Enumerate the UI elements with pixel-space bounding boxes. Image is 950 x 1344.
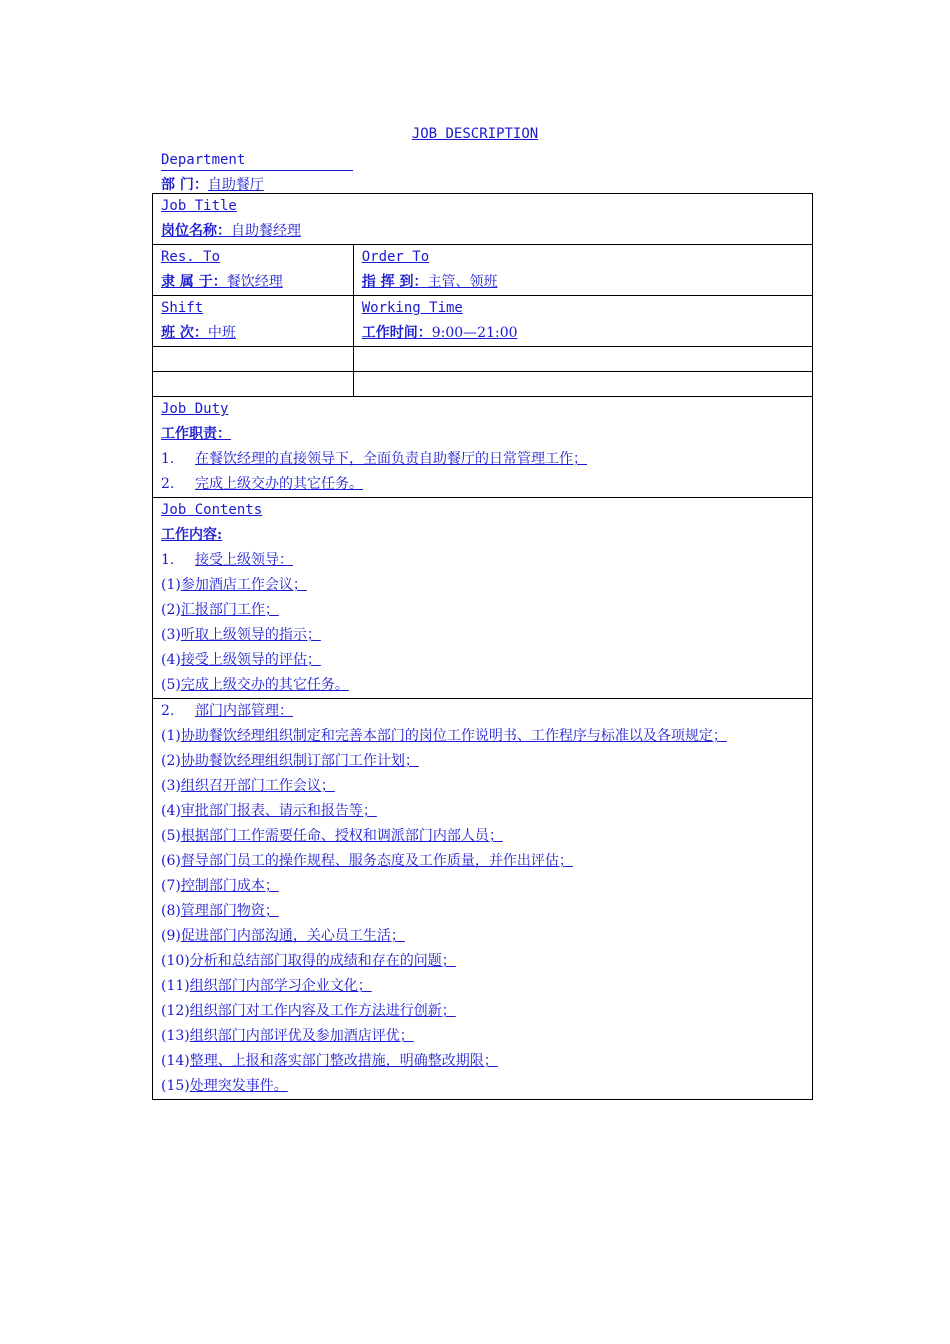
- list-item: [161, 924, 804, 949]
- list-item-number: (1): [161, 728, 181, 744]
- list-item-text: 汇报部门工作；: [180, 602, 279, 618]
- list-item: [161, 824, 804, 849]
- job-contents-2-cell: [153, 699, 813, 1100]
- list-item: [161, 999, 804, 1024]
- job-title-value: 自助餐经理: [231, 223, 301, 239]
- job-title-label-en: Job Title: [161, 198, 237, 214]
- job-contents-label-en: Job Contents: [161, 502, 263, 518]
- order-to-label-en: Order To: [361, 249, 430, 265]
- res-to-label-en: Res. To: [161, 249, 221, 265]
- list-item-number: (8): [161, 903, 181, 919]
- list-item-text: 协助餐饮经理组织制订部门工作计划；: [180, 753, 419, 769]
- list-item-number: (3): [161, 627, 181, 643]
- list-item-text: 完成上级交办的其它任务。: [195, 476, 363, 492]
- res-to-cell: [153, 245, 354, 296]
- list-item-text: 参加酒店工作会议；: [180, 577, 307, 593]
- list-item: [161, 573, 804, 598]
- list-item: [161, 472, 804, 497]
- job-title-label-cn: 岗位名称：: [161, 223, 231, 239]
- list-item: [161, 673, 804, 698]
- list-item: [161, 974, 804, 999]
- order-to-cell: [353, 245, 812, 296]
- shift-cell: [153, 296, 354, 347]
- list-item-number: (2): [161, 753, 181, 769]
- list-item-text: 组织部门对工作内容及工作方法进行创新；: [189, 1003, 456, 1019]
- list-item: [161, 447, 804, 472]
- section-number: 2.: [161, 703, 175, 719]
- list-item-number: (6): [161, 853, 181, 869]
- list-item-number: (10): [161, 953, 190, 969]
- job-contents-2-row: [153, 699, 813, 1100]
- list-item-text: 协助餐饮经理组织制定和完善本部门的岗位工作说明书、工作程序与标准以及各项规定；: [180, 728, 727, 744]
- res-to-label-cn: 隶 属 于：: [161, 274, 227, 290]
- list-item-number: (2): [161, 602, 181, 618]
- list-item-text: 处理突发事件。: [189, 1078, 288, 1094]
- list-item: [161, 1024, 804, 1049]
- list-item-number: (12): [161, 1003, 190, 1019]
- list-item-number: (9): [161, 928, 181, 944]
- list-item-number: (1): [161, 577, 181, 593]
- department-label-en: Department: [161, 150, 353, 171]
- shift-label-en: Shift: [161, 300, 204, 316]
- job-contents-cell: [153, 498, 813, 699]
- list-item-text: 组织部门内部评优及参加酒店评优；: [189, 1028, 414, 1044]
- list-item-text: 组织部门内部学习企业文化；: [189, 978, 372, 994]
- shift-value: 中班: [207, 325, 236, 341]
- reporting-row: [153, 245, 813, 296]
- empty-cell: [353, 347, 812, 372]
- empty-row: [153, 372, 813, 397]
- list-item-text: 听取上级领导的指示；: [180, 627, 321, 643]
- list-item: [161, 774, 804, 799]
- list-item-text: 接受上级领导的评估；: [180, 652, 321, 668]
- list-item-number: (4): [161, 803, 181, 819]
- empty-cell: [153, 372, 354, 397]
- working-time-label-cn: 工作时间：: [361, 325, 432, 341]
- list-item-number: 2.: [161, 476, 175, 492]
- list-item-text: 组织召开部门工作会议；: [180, 778, 335, 794]
- section1-list: [161, 573, 804, 698]
- section-heading: [161, 699, 804, 724]
- section-number: 1.: [161, 552, 175, 568]
- list-item-number: (5): [161, 828, 181, 844]
- list-item: [161, 1074, 804, 1099]
- list-item-text: 促进部门内部沟通，关心员工生活；: [180, 928, 405, 944]
- list-item-text: 整理、上报和落实部门整改措施，明确整改期限；: [189, 1053, 498, 1069]
- list-item-number: (3): [161, 778, 181, 794]
- list-item-text: 审批部门报表、请示和报告等；: [180, 803, 377, 819]
- list-item: [161, 899, 804, 924]
- list-item: [161, 724, 804, 749]
- list-item-text: 在餐饮经理的直接领导下，全面负责自助餐厅的日常管理工作；: [195, 451, 587, 467]
- job-description-table: [152, 193, 813, 1100]
- list-item-text: 根据部门工作需要任命、授权和调派部门内部人员；: [180, 828, 503, 844]
- list-item: [161, 874, 804, 899]
- section2-list: [161, 724, 804, 1099]
- list-item: [161, 949, 804, 974]
- list-item: [161, 799, 804, 824]
- list-item-text: 完成上级交办的其它任务。: [180, 677, 349, 693]
- job-title-cell: [153, 194, 813, 245]
- section-heading-text: 接受上级领导：: [195, 552, 293, 568]
- document-title: JOB DESCRIPTION: [411, 126, 539, 142]
- job-contents-row: [153, 498, 813, 699]
- job-contents-label-cn: 工作内容:: [161, 527, 223, 543]
- list-item-number: (14): [161, 1053, 190, 1069]
- working-time-cell: [353, 296, 812, 347]
- shift-row: [153, 296, 813, 347]
- job-duty-cell: [153, 397, 813, 498]
- res-to-value: 餐饮经理: [226, 274, 283, 290]
- list-item-number: (7): [161, 878, 181, 894]
- working-time-label-en: Working Time: [361, 300, 463, 316]
- order-to-value: 主管、领班: [427, 274, 498, 290]
- list-item-text: 分析和总结部门取得的成绩和存在的问题；: [189, 953, 456, 969]
- list-item: [161, 648, 804, 673]
- list-item-number: (4): [161, 652, 181, 668]
- empty-row: [153, 347, 813, 372]
- shift-label-cn: 班 次：: [161, 325, 208, 341]
- list-item-number: 1.: [161, 451, 175, 467]
- list-item-number: (11): [161, 978, 190, 994]
- section-heading-text: 部门内部管理：: [195, 703, 293, 719]
- job-duty-list: [161, 447, 804, 497]
- list-item: [161, 849, 804, 874]
- list-item: [161, 1049, 804, 1074]
- department-block: [161, 148, 353, 198]
- list-item-number: (13): [161, 1028, 190, 1044]
- list-item-number: (15): [161, 1078, 190, 1094]
- list-item-text: 控制部门成本；: [180, 878, 279, 894]
- job-duty-label-cn: 工作职责：: [161, 426, 231, 442]
- list-item-number: (5): [161, 677, 181, 693]
- department-label-cn: 部 门：: [161, 177, 208, 193]
- list-item-text: 督导部门员工的操作规程、服务态度及工作质量，并作出评估；: [180, 853, 573, 869]
- empty-cell: [153, 347, 354, 372]
- order-to-label-cn: 指 挥 到：: [361, 274, 428, 290]
- list-item-text: 管理部门物资；: [180, 903, 279, 919]
- section-heading: [161, 548, 804, 573]
- empty-cell: [353, 372, 812, 397]
- job-duty-label-en: Job Duty: [161, 401, 229, 417]
- job-duty-row: [153, 397, 813, 498]
- list-item: [161, 749, 804, 774]
- working-time-value: 9:00—21:00: [431, 325, 518, 341]
- department-value: 自助餐厅: [207, 177, 264, 193]
- list-item: [161, 598, 804, 623]
- list-item: [161, 623, 804, 648]
- job-title-row: [153, 194, 813, 245]
